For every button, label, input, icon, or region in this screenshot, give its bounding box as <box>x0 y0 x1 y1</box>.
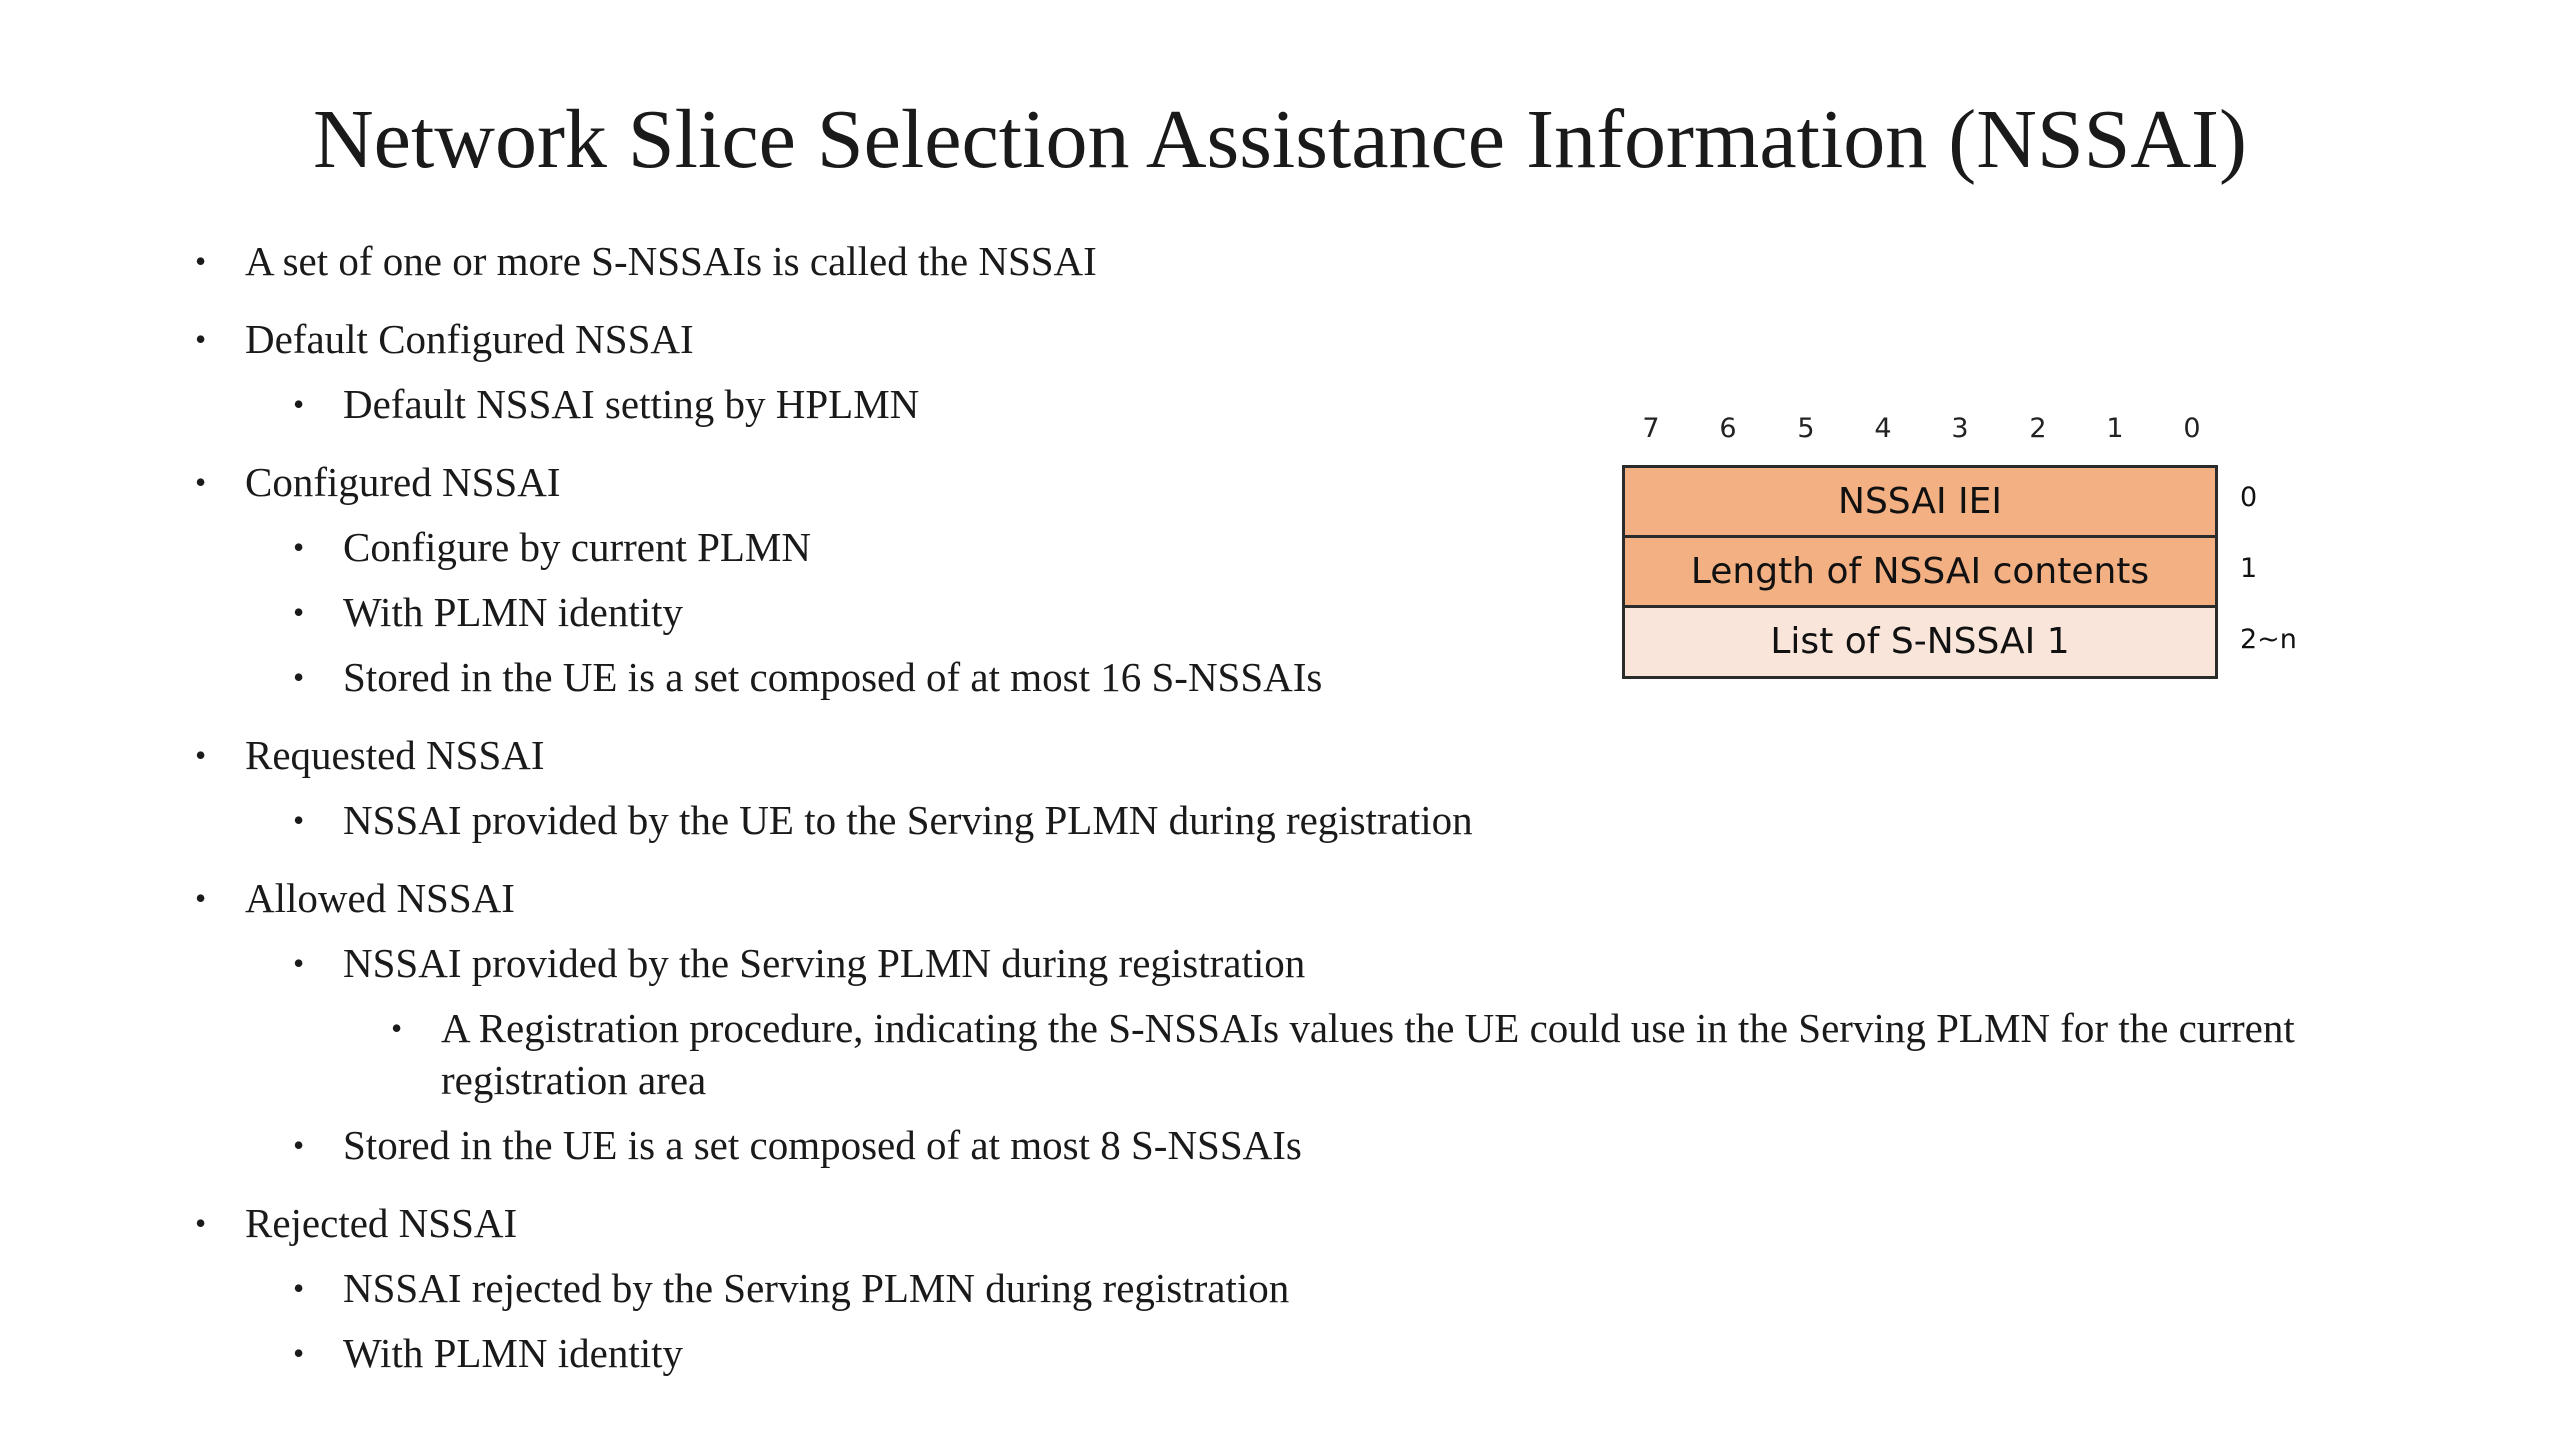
bullet-text: Configure by current PLMN <box>343 524 811 570</box>
slide-title: Network Slice Selection Assistance Information (NSSAI) <box>313 93 2247 186</box>
bit-number: 2 <box>2029 413 2047 444</box>
bullet-dot: • <box>293 1127 305 1163</box>
bullet-dot: • <box>293 594 305 630</box>
bullet-text: Default NSSAI setting by HPLMN <box>343 381 920 427</box>
bullet-text: Rejected NSSAI <box>245 1200 518 1246</box>
list-item <box>195 1197 2335 1249</box>
list-item <box>195 729 2335 781</box>
list-item <box>195 1002 2311 1106</box>
list-item <box>195 937 2335 989</box>
bit-number: 7 <box>1642 413 1660 444</box>
list-item <box>195 235 2335 287</box>
bullet-dot: • <box>195 321 207 357</box>
list-item <box>195 794 2335 846</box>
bullet-dot: • <box>195 464 207 500</box>
octet-label: 0 <box>2240 482 2258 513</box>
bullet-text: Allowed NSSAI <box>245 875 515 921</box>
list-item <box>195 1262 2335 1314</box>
octet-label: 2~n <box>2240 624 2297 655</box>
field-row-nssai-iei: NSSAI IEI <box>1625 468 2215 538</box>
bit-number: 6 <box>1719 413 1737 444</box>
list-item <box>195 313 2335 365</box>
bullet-dot: • <box>195 243 207 279</box>
bit-number: 5 <box>1797 413 1815 444</box>
field-row-s-nssai-list: List of S-NSSAI 1 <box>1625 608 2215 676</box>
bit-number: 0 <box>2183 413 2201 444</box>
nssai-format-diagram <box>1600 395 2320 695</box>
bullet-text: Stored in the UE is a set composed of at most 8 S-NSSAIs <box>343 1122 1302 1168</box>
bullet-dot: • <box>195 1205 207 1241</box>
bullet-text: A set of one or more S-NSSAIs is called the NSSAI <box>245 238 1097 284</box>
bit-number: 3 <box>1951 413 1969 444</box>
bullet-text: NSSAI rejected by the Serving PLMN during registration <box>343 1265 1290 1311</box>
bullet-dot: • <box>293 802 305 838</box>
bullet-text: NSSAI provided by the UE to the Serving PLMN during registration <box>343 797 1473 843</box>
bullet-text: Stored in the UE is a set composed of at most 16 S-NSSAIs <box>343 654 1323 700</box>
bullet-dot: • <box>293 386 305 422</box>
field-row-length: Length of NSSAI contents <box>1625 538 2215 608</box>
bullet-text: With PLMN identity <box>343 589 684 635</box>
list-item <box>195 1119 2335 1171</box>
bullet-text: Default Configured NSSAI <box>245 316 694 362</box>
bullet-text: A Registration procedure, indicating the S-NSSAIs values the UE could use in the Serving PLMN for the current registration area <box>441 1005 2295 1103</box>
bit-number: 1 <box>2106 413 2124 444</box>
bullet-dot: • <box>195 737 207 773</box>
list-item <box>195 872 2335 924</box>
bullet-text: With PLMN identity <box>343 1330 684 1376</box>
bullet-text: Requested NSSAI <box>245 732 545 778</box>
bullet-dot: • <box>293 529 305 565</box>
bullet-dot: • <box>293 945 305 981</box>
list-item <box>195 1327 2335 1379</box>
bullet-dot: • <box>293 1335 305 1371</box>
bullet-text: Configured NSSAI <box>245 459 561 505</box>
octet-label: 1 <box>2240 553 2258 584</box>
bullet-text: NSSAI provided by the Serving PLMN during registration <box>343 940 1306 986</box>
nssai-field-table <box>1622 465 2218 679</box>
bullet-dot: • <box>391 1010 403 1046</box>
bit-number: 4 <box>1874 413 1892 444</box>
bullet-dot: • <box>293 1270 305 1306</box>
bullet-dot: • <box>293 659 305 695</box>
bullet-dot: • <box>195 880 207 916</box>
